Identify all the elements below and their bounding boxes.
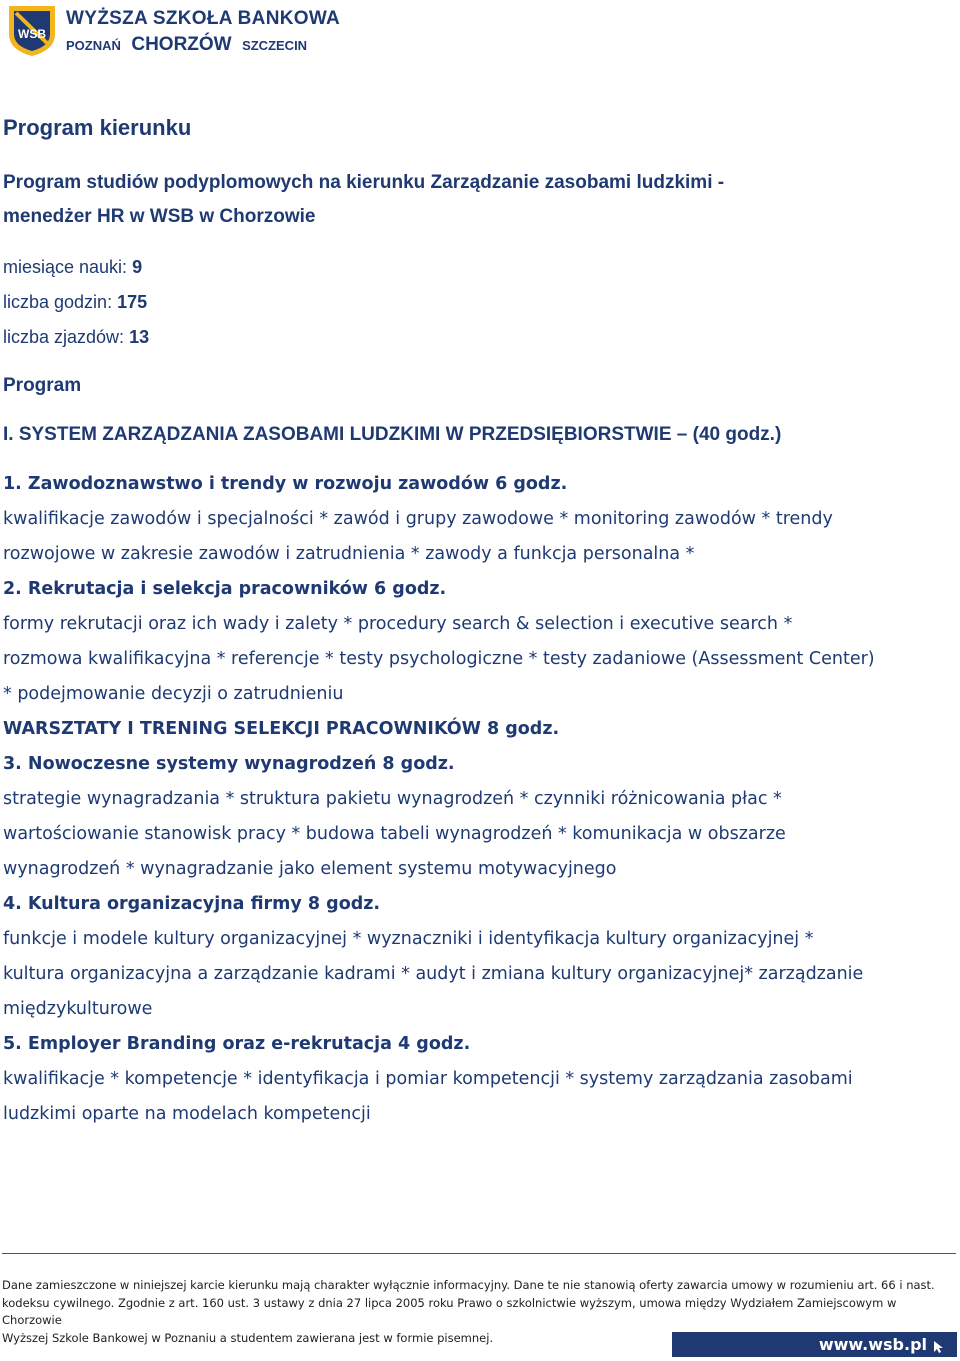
brand-name: WYŻSZA SZKOŁA BANKOWA <box>66 8 341 29</box>
meta-months: miesiące nauki: 9 <box>3 257 143 277</box>
page-title: Program kierunku <box>3 115 192 140</box>
footer-disclaimer: Dane zamieszczone w niniejszej karcie kierunku mają charakter wyłącznie informacyjny. Dane te nie stanowią oferty zawarcia umowy w rozumieniu art. 66 i nast. kodeksu cywilnego. Zgodnie z art. 160 ust. 3 ustawy z dnia 27 lipca 2005 roku Prawo o szkolnictwie wyższym, umowa między Wydziałem Zamiejscowym w Chorzowie Wyższej Szkole Bankowej w Poznaniu a studentem zawierana jest w formie pisemnej. <box>2 1278 935 1345</box>
workshop-heading: WARSZTATY I TRENING SELEKCJI PRACOWNIKÓW 8 godz. <box>3 719 560 739</box>
footer-divider <box>2 1253 956 1254</box>
document-body <box>3 112 953 1132</box>
module-description: kwalifikacje * kompetencje * identyfikacja i pomiar kompetencji * systemy zarządzania zasobami ludzkimi oparte na modelach kompetencji <box>3 1069 853 1124</box>
module-description: formy rekrutacji oraz ich wady i zalety * procedury search & selection i executive search * rozmowa kwalifikacyjna * referencje * testy psychologiczne * testy zadaniowe (Assessment Center) * podejmowanie decyzji o zatrudnieniu <box>3 614 875 704</box>
subtitle-line: menedżer HR w WSB w Chorzowie <box>3 206 316 227</box>
city-szczecin: SZCZECIN <box>242 38 308 53</box>
website-url[interactable]: www.wsb.pl <box>818 1335 927 1354</box>
program-subtitle <box>3 166 953 234</box>
module-heading: 3. Nowoczesne systemy wynagrodzeń 8 godz. <box>3 754 455 774</box>
block-heading: I. SYSTEM ZARZĄDZANIA ZASOBAMI LUDZKIMI W PRZEDSIĘBIORSTWIE – (40 godz.) <box>3 424 782 445</box>
program-meta <box>3 250 953 355</box>
wsb-logo <box>6 4 346 58</box>
module-heading: 1. Zawodoznawstwo i trendy w rozwoju zawodów 6 godz. <box>3 474 568 494</box>
module-heading: 2. Rekrutacja i selekcja pracowników 6 godz. <box>3 579 447 599</box>
city-chorzow: CHORZÓW <box>131 34 232 55</box>
module-heading: 4. Kultura organizacyjna firmy 8 godz. <box>3 894 381 914</box>
meta-hours: liczba godzin: 175 <box>3 292 148 312</box>
program-heading: Program <box>3 375 82 396</box>
subtitle-line: Program studiów podyplomowych na kierunku Zarządzanie zasobami ludzkimi - <box>3 172 725 193</box>
wsb-shield-icon <box>6 4 58 58</box>
website-link[interactable] <box>672 1332 957 1357</box>
brand-cities <box>66 34 307 56</box>
module-heading: 5. Employer Branding oraz e-rekrutacja 4 godz. <box>3 1034 471 1054</box>
cursor-arrow-icon <box>933 1340 945 1354</box>
meta-sessions: liczba zjazdów: 13 <box>3 327 150 347</box>
module-description: kwalifikacje zawodów i specjalności * zawód i grupy zawodowe * monitoring zawodów * trendy rozwojowe w zakresie zawodów i zatrudnienia * zawody a funkcja personalna * <box>3 509 833 564</box>
city-poznan: POZNAŃ <box>66 38 121 53</box>
svg-text:WSB: WSB <box>18 27 46 41</box>
module-description: strategie wynagradzania * struktura pakietu wynagrodzeń * czynniki różnicowania płac * wartościowanie stanowisk pracy * budowa tabeli wynagrodzeń * komunikacja w obszarze wynagrodzeń * wynagradzanie jako element systemu motywacyjnego <box>3 789 786 879</box>
module-description: funkcje i modele kultury organizacyjnej * wyznaczniki i identyfikacja kultury organizacyjnej * kultura organizacyjna a zarządzanie kadrami * audyt i zmiana kultury organizacyjnej* zarządzanie międzykulturowe <box>3 929 864 1019</box>
